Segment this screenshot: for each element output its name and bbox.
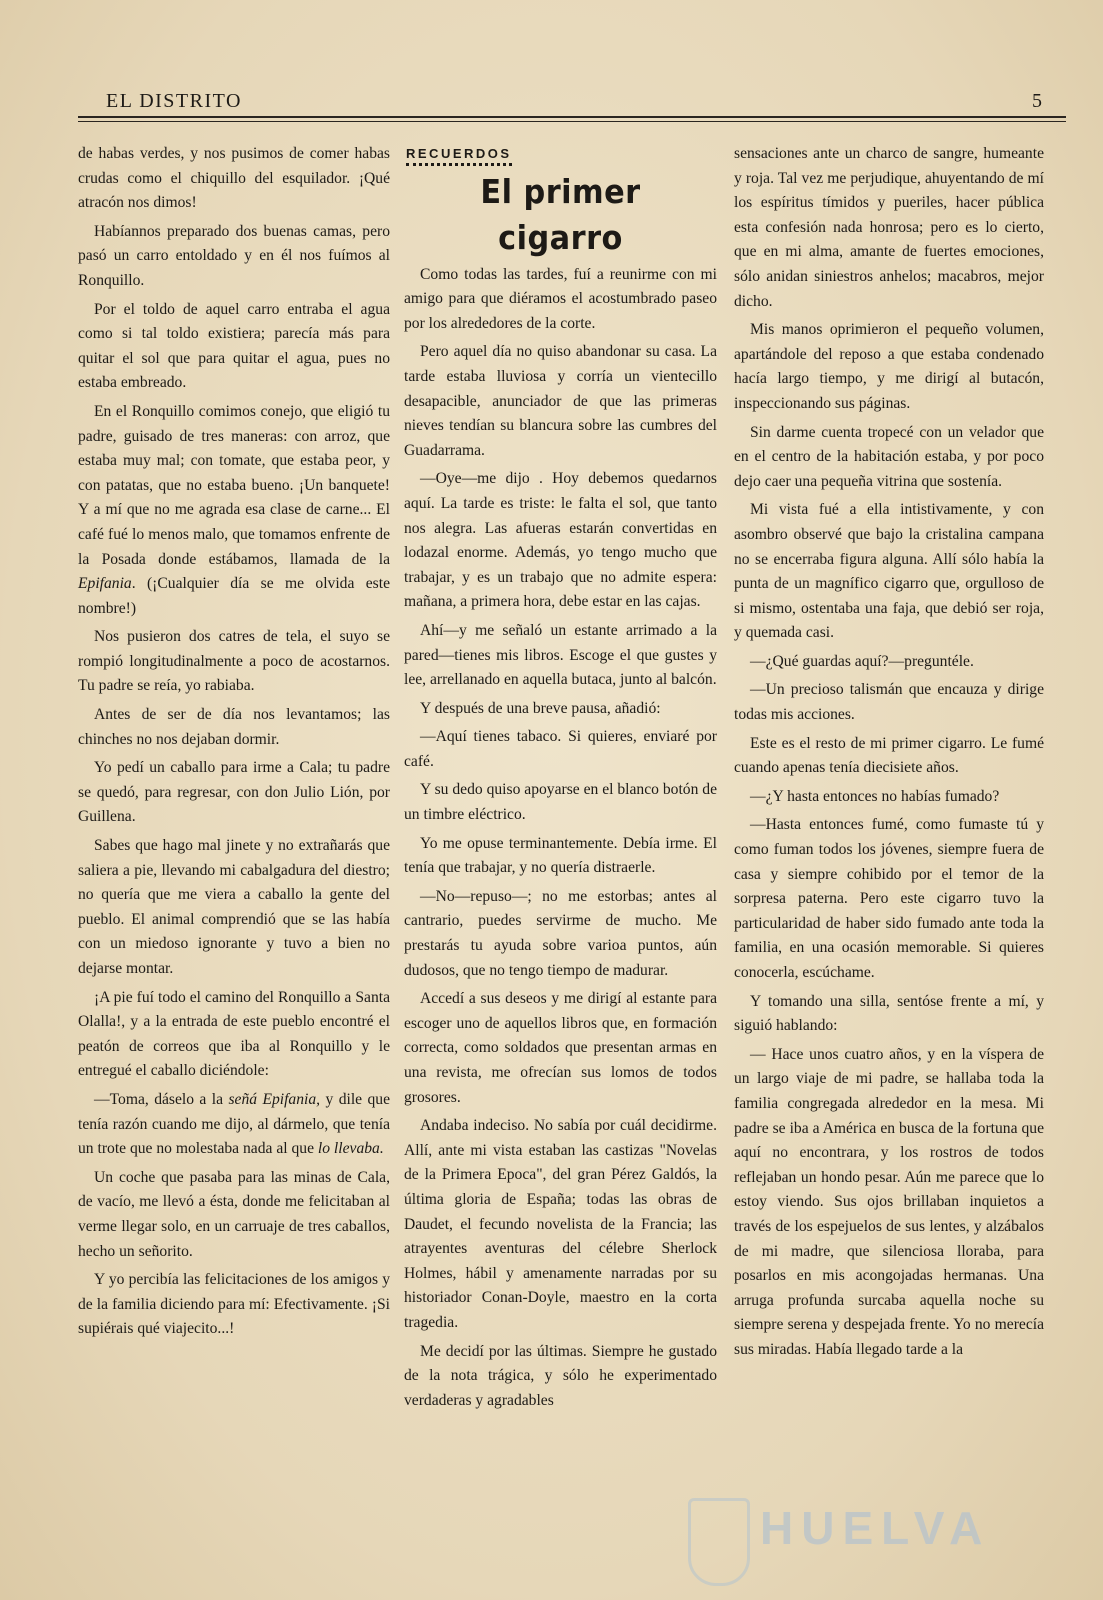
paragraph: Habíannos preparado dos buenas camas, pero pasó un carro entoldado y en él nos fuímos al Ronquillo. [78, 222, 390, 289]
paragraph: —¿Qué guardas aquí?—preguntéle. [750, 652, 974, 670]
paragraph: Y tomando una silla, sentóse frente a mí, y siguió hablando: [734, 992, 1044, 1035]
paragraph: de habas verdes, y nos pusimos de comer habas crudas como el chiquillo del esquilador. ¡Qué atracón nos dimos! [78, 145, 390, 212]
paragraph: Sin darme cuenta tropecé con un velador que en el centro de la habitación estaba, y por poco dejo caer una pequeña vitrina que sostenía. [734, 423, 1044, 490]
paragraph: — Hace unos cuatro años, y en la víspera de un largo viaje de mi padre, se hallaba toda la familia congregada alrededor en la mesa. Mi padre se iba a América en busca de la fortuna que aquí no encontrara, y los rostros de todos reflejaban un hondo pesar. Aún me parece que lo estoy viendo. Sus ojos brillaban inquietos a través de los espejuelos de sus lentes, y alzábalos de mi madre, que silenciosa lloraba, para posarlos en mis acongojadas hermanas. Una arruga profunda surcaba aquella noche su siempre serena y despejada frente. Yo no merecía sus miradas. Había llegado tarde a la [734, 1045, 1044, 1358]
paragraph: Como todas las tardes, fuí a reunirme con mi amigo para que diéramos el acostumbrado paseo por los alrededores de la corte. [404, 265, 717, 332]
paragraph: Un coche que pasaba para las minas de Cala, de vacío, me llevó a ésta, donde me felicitaban al verme llegar solo, en un carruaje de tres caballos, hecho un señorito. [78, 1168, 390, 1260]
column-2 [404, 142, 717, 1417]
paragraph: ¡A pie fuí todo el camino del Ronquillo a Santa Olalla!, y a la entrada de este pueblo encontré el peatón de correos que iba al Ronquillo y le entregué el caballo diciéndole: [78, 988, 390, 1080]
paragraph: Andaba indeciso. No sabía por cuál decidirme. Allí, ante mi vista estaban las castizas "Novelas de la Primera Epoca", del gran Pérez Galdós, la última gloria de España; todas las obras de Daudet, el fecundo novelista de la Francia; las atrayentes aventuras del célebre Sherlock Holmes, hábil y amenamente narradas por su historiador Conan-Doyle, maestro en la corta tragedia. [404, 1117, 717, 1331]
paragraph: —Hasta entonces fumé, como fumaste tú y como fuman todos los jóvenes, siempre fuera de casa y siempre cohibido por el temor de la sorpresa paterna. Pero este cigarro tuvo la particularidad de haber sido fumado ante toda la familia, en una ocasión memorable. Si quieres conocerla, escúchame. [734, 816, 1044, 981]
header-rule [78, 116, 1066, 118]
paragraph: Sabes que hago mal jinete y no extrañarás que saliera a pie, llevando mi cabalgadura del diestro; no quería que me viera a caballo la gente del pueblo. El animal comprendió que se las había con un miedoso ignorante y tuvo a bien no dejarse montar. [78, 837, 390, 977]
page-number: 5 [1032, 90, 1042, 112]
archive-seal-icon [688, 1498, 750, 1586]
column-1 [78, 142, 390, 1346]
paragraph: Y yo percibía las felicitaciones de los amigos y de la familia diciendo para mí: Efectivamente. ¡Si supiérais qué viajecito...! [78, 1271, 390, 1338]
italic-name: señá Epifania, [228, 1090, 321, 1108]
paragraph: Accedí a sus deseos y me dirigí al estante para escoger uno de aquellos libros que, en formación correcta, como soldados que presentan armas en una revista, me ofrecían sus lomos de todos grosores. [404, 990, 717, 1106]
italic-name: Epifania [78, 575, 132, 593]
header-rule-thin [78, 121, 1066, 122]
paragraph: Mis manos oprimieron el pequeño volumen, apartándole del reposo a que estaba condenado hacía largo tiempo, y me dirigí al butacón, inspeccionando sus páginas. [734, 321, 1044, 412]
paragraph: Por el toldo de aquel carro entraba el agua como si tal toldo existiera; parecía más para quitar el sol que para quitar el agua, pues no estaba embreado. [78, 300, 390, 392]
paragraph: Y su dedo quiso apoyarse en el blanco botón de un timbre eléctrico. [404, 781, 717, 824]
paragraph: —¿Y hasta entonces no habías fumado? [750, 787, 1000, 805]
newspaper-title: EL DISTRITO [106, 90, 242, 112]
paragraph: Mi vista fué a ella intistivamente, y con asombro observé que bajo la cristalina campana no se encerraba figura alguna. Allí sólo había la punta de un magnífico cigarro que, orgulloso de si mismo, ostentaba una faja, que debió ser roja, y quemada casi. [734, 501, 1044, 642]
section-label: RECUERDOS [406, 147, 512, 166]
paragraph: Antes de ser de día nos levantamos; las chinches no nos dejaban dormir. [78, 706, 390, 748]
archive-watermark [760, 1502, 990, 1554]
paragraph: Me decidí por las últimas. Siempre he gustado de la nota trágica, y sólo he experimentado verdaderas y agradables [404, 1342, 717, 1409]
paragraph: Y después de una breve pausa, añadió: [420, 699, 661, 717]
paragraph: Pero aquel día no quiso abandonar su casa. La tarde estaba lluviosa y corría un vientecillo desapacible, anunciador de que las primeras nieves tendían su blancura sobre las cumbres del Guadarrama. [404, 343, 717, 459]
column-3 [734, 142, 1044, 1367]
paragraph: sensaciones ante un charco de sangre, humeante y roja. Tal vez me perjudique, ahuyentando de mí los espíritus tímidos y pueriles, hacer pública esta confesión nada honrosa; pero es lo cierto, que en mi alma, amante de fuertes emociones, sólo anidan siniestros anhelos; macabros, mejor dicho. [734, 145, 1044, 310]
article-headline: El primer cigarro [480, 171, 641, 257]
paragraph: Yo me opuse terminantemente. Debía irme. El tenía que trabajar, y no quería distraerle. [404, 834, 717, 877]
paragraph: —Aquí tienes tabaco. Si quieres, enviaré por café. [404, 728, 717, 770]
text-run: —Toma, dáselo a la [94, 1090, 224, 1108]
text-run: y dile que tenía razón cuando me dijo, al dármelo, que tenía un trote que no molestaba nada al que [78, 1090, 391, 1158]
paragraph: Nos pusieron dos catres de tela, el suyo se rompió longitudinalmente a poco de acostarnos. Tu padre se reía, yo rabiaba. [78, 628, 390, 695]
watermark-line-2: HUELVA [760, 1502, 991, 1554]
paragraph [78, 400, 390, 621]
paragraph [78, 1088, 390, 1162]
paragraph: Yo pedí un caballo para irme a Cala; tu padre se quedó, para regresar, con don Julio Lión, por Guillena. [78, 759, 390, 826]
paragraph: —Un precioso talismán que encauza y dirige todas mis acciones. [734, 681, 1044, 724]
paragraph: —No—repuso—; no me estorbas; antes al cantrario, puedes servirme de mucho. Me prestarás tu ayuda sobre varioa puntos, aún dudosos, que no tengo tiempo de madurar. [404, 887, 717, 979]
paragraph: Ahí—y me señaló un estante arrimado a la pared—tienes mis libros. Escoge el que gustes y lee, arrellanado en aquella butaca, junto al balcón. [404, 621, 717, 689]
text-run: En el Ronquillo comimos conejo, que eligió tu padre, guisado de tres maneras: con arroz, que estaba muy mal; con tomate, que estaba peor, y con patatas, que no estaba bueno. ¡Un banquete! Y a mí que no me agrada esa clase de carne... El café fué lo menos malo, que tomamos enfrente de la Posada donde estábamos, llamada de la [78, 402, 390, 568]
paragraph: —Oye—me dijo . Hoy debemos quedarnos aquí. La tarde es triste: le falta el sol, que tanto nos alegra. Las afueras estarán convertidas en lodazal enorme. Además, yo tengo mucho que trabajar, y es un trabajo que no admite espera: mañana, a primera hora, debe estar en las cajas. [404, 470, 717, 611]
text-run: . (¡Cualquier día se me olvida este nombre!) [78, 575, 390, 617]
italic-text: lo llevaba. [317, 1140, 384, 1158]
page-header [78, 90, 1066, 116]
paragraph: Este es el resto de mi primer cigarro. Le fumé cuando apenas tenía diecisiete años. [734, 734, 1044, 777]
